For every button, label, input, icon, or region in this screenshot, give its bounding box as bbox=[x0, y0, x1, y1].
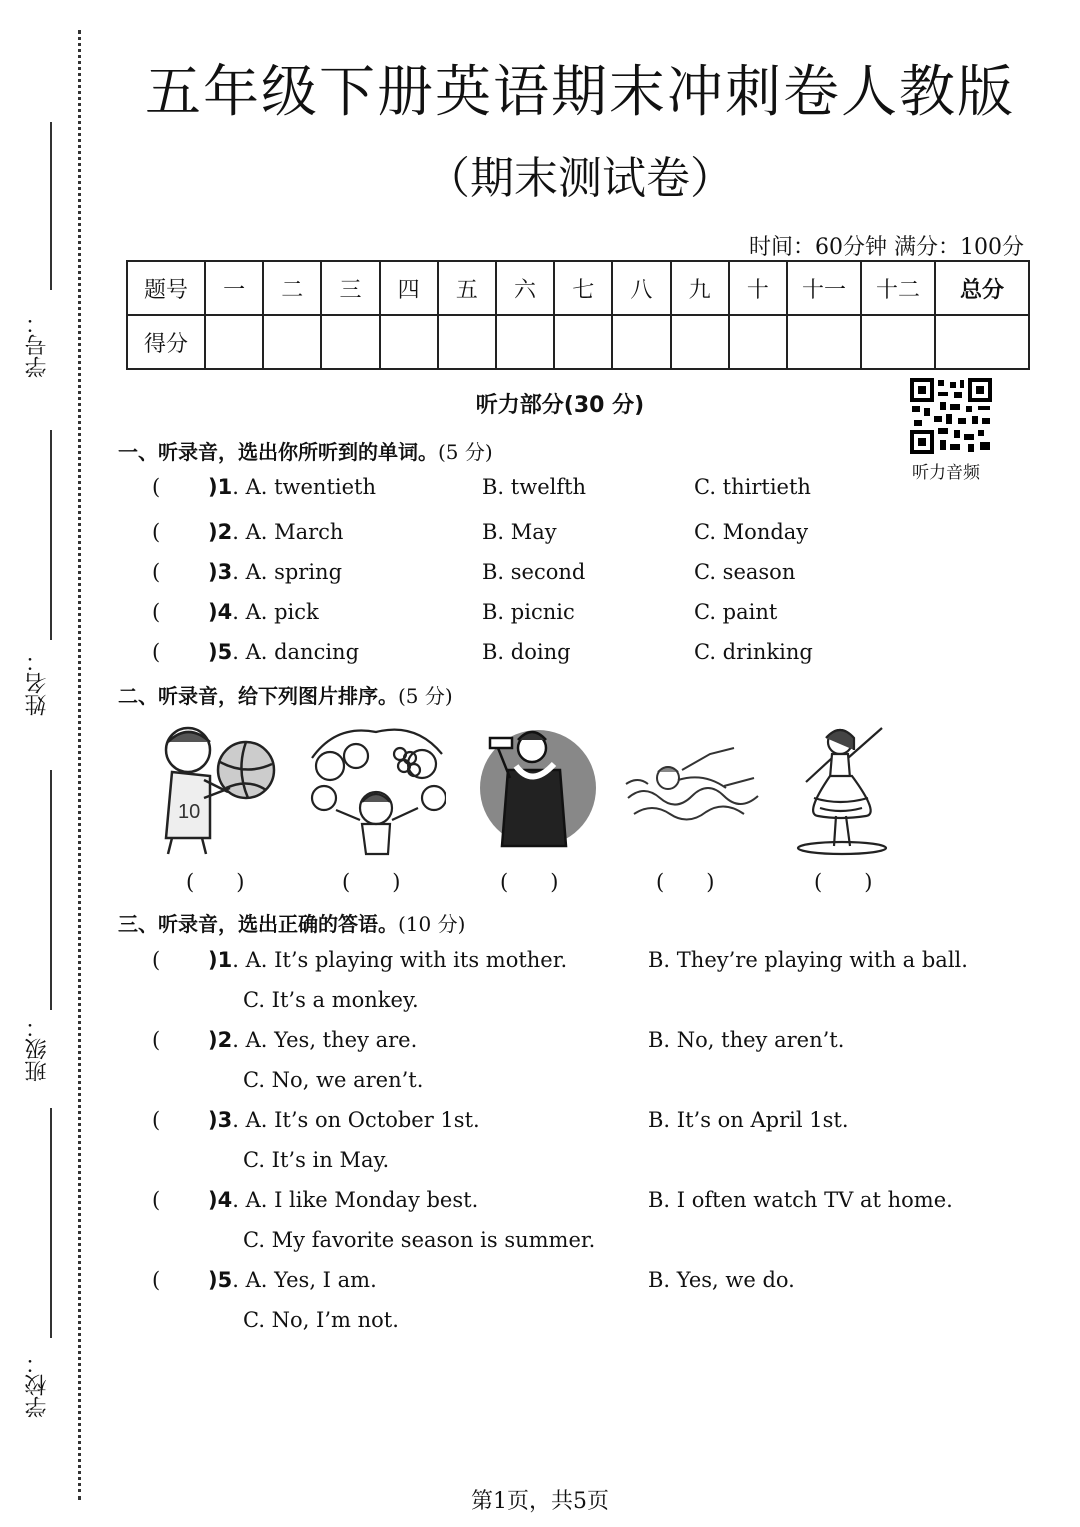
score-header-cell: 二 bbox=[263, 261, 321, 315]
question-number: )2 bbox=[208, 520, 233, 544]
part2-title bbox=[118, 680, 453, 709]
option-a: . A. twentieth bbox=[232, 475, 376, 499]
option-a: . A. spring bbox=[232, 560, 343, 584]
score-header-cell: 总分 bbox=[935, 261, 1029, 315]
answer-paren-open: ( bbox=[152, 1028, 161, 1052]
option-c: C. season bbox=[694, 560, 796, 584]
fruit-picking-picture bbox=[306, 718, 446, 858]
option-a: . A. Yes, I am. bbox=[232, 1268, 377, 1292]
score-input-cell[interactable] bbox=[612, 315, 670, 369]
option-a: . A. It’s playing with its mother. bbox=[232, 948, 568, 972]
part2-title-text: 二、听录音，给下列图片排序。 bbox=[118, 684, 398, 708]
score-input-cell[interactable] bbox=[496, 315, 554, 369]
option-b: B. twelfth bbox=[482, 475, 587, 499]
question-stem bbox=[208, 948, 567, 972]
picture-order-blank[interactable]: ( ) bbox=[342, 870, 401, 894]
question-stem bbox=[208, 1188, 478, 1212]
option-b: B. second bbox=[482, 560, 586, 584]
score-input-cell[interactable] bbox=[321, 315, 379, 369]
score-table-score-row bbox=[127, 315, 1029, 369]
score-header-cell: 八 bbox=[612, 261, 670, 315]
option-b: B. doing bbox=[482, 640, 571, 664]
answer-paren-open: ( bbox=[152, 1188, 161, 1212]
score-input-cell[interactable] bbox=[729, 315, 787, 369]
page-subtitle: （期末测试卷） bbox=[426, 153, 734, 204]
question-number: )2 bbox=[208, 1028, 233, 1052]
question-stem bbox=[208, 600, 319, 624]
score-row-label: 得分 bbox=[127, 315, 205, 369]
option-a: . A. March bbox=[232, 520, 344, 544]
class-line bbox=[50, 770, 52, 1010]
answer-paren-open: ( bbox=[152, 600, 161, 624]
svg-text:10: 10 bbox=[178, 801, 201, 823]
score-input-cell[interactable] bbox=[263, 315, 321, 369]
score-input-cell[interactable] bbox=[861, 315, 935, 369]
name-line bbox=[50, 430, 52, 640]
score-header-cell: 三 bbox=[321, 261, 379, 315]
answer-paren-open: ( bbox=[152, 948, 161, 972]
picture-order-blank[interactable]: ( ) bbox=[814, 870, 873, 894]
score-input-cell[interactable] bbox=[671, 315, 729, 369]
question-stem bbox=[208, 1108, 480, 1132]
basketball-boy-picture bbox=[148, 718, 288, 858]
question-number: )4 bbox=[208, 600, 233, 624]
option-a: . A. Yes, they are. bbox=[232, 1028, 418, 1052]
part3-points: (10 分) bbox=[398, 912, 466, 936]
part3-title-text: 三、听录音，选出正确的答语。 bbox=[118, 912, 398, 936]
option-a: . A. It’s on October 1st. bbox=[232, 1108, 480, 1132]
option-c: C. My favorite season is summer. bbox=[243, 1228, 596, 1252]
score-header-cell: 十 bbox=[729, 261, 787, 315]
score-table bbox=[126, 260, 1030, 370]
score-input-cell[interactable] bbox=[554, 315, 612, 369]
picture-order-blank[interactable]: ( ) bbox=[186, 870, 245, 894]
option-a: . A. pick bbox=[232, 600, 319, 624]
option-b: B. They’re playing with a ball. bbox=[648, 948, 968, 972]
listening-section-header: 听力部分(30 分) bbox=[475, 393, 645, 418]
page-title: 五年级下册英语期末冲刺卷人教版 bbox=[145, 60, 1015, 125]
student-id-label: 学号： bbox=[25, 312, 50, 378]
page-footer: 第1页，共5页 bbox=[471, 1489, 609, 1514]
option-c: C. No, I’m not. bbox=[243, 1308, 399, 1332]
question-stem bbox=[208, 640, 359, 664]
name-label: 姓名： bbox=[25, 650, 50, 716]
score-input-cell[interactable] bbox=[205, 315, 263, 369]
answer-paren-open: ( bbox=[152, 1108, 161, 1132]
class-label: 班级： bbox=[25, 1016, 50, 1082]
option-c: C. No, we aren’t. bbox=[243, 1068, 424, 1092]
part3-title bbox=[118, 908, 465, 937]
question-number: )5 bbox=[208, 1268, 233, 1292]
option-b: B. It’s on April 1st. bbox=[648, 1108, 849, 1132]
option-c: C. Monday bbox=[694, 520, 809, 544]
option-b: B. Yes, we do. bbox=[648, 1268, 795, 1292]
part2-points: (5 分) bbox=[398, 684, 453, 708]
question-number: )3 bbox=[208, 1108, 233, 1132]
score-input-cell[interactable] bbox=[935, 315, 1029, 369]
qr-caption: 听力音频 bbox=[912, 463, 980, 483]
qr-code-icon[interactable] bbox=[910, 378, 992, 454]
score-header-cell: 七 bbox=[554, 261, 612, 315]
picture-order-blank[interactable]: ( ) bbox=[500, 870, 559, 894]
answer-paren-open: ( bbox=[152, 640, 161, 664]
school-line bbox=[50, 1108, 52, 1338]
question-number: )3 bbox=[208, 560, 233, 584]
score-input-cell[interactable] bbox=[438, 315, 496, 369]
score-header-cell: 九 bbox=[671, 261, 729, 315]
binding-dotted-line bbox=[78, 30, 81, 1500]
score-header-cell: 四 bbox=[380, 261, 438, 315]
school-label: 学校： bbox=[25, 1352, 50, 1418]
question-stem bbox=[208, 560, 342, 584]
answer-paren-open: ( bbox=[152, 475, 161, 499]
dancing-girl-picture bbox=[786, 718, 926, 858]
score-header-cell: 十一 bbox=[787, 261, 861, 315]
option-c: C. drinking bbox=[694, 640, 813, 664]
question-stem bbox=[208, 1268, 377, 1292]
question-number: )5 bbox=[208, 640, 233, 664]
option-c: C. thirtieth bbox=[694, 475, 811, 499]
part1-points: (5 分) bbox=[438, 440, 493, 464]
option-b: B. picnic bbox=[482, 600, 575, 624]
score-input-cell[interactable] bbox=[787, 315, 861, 369]
question-number: )1 bbox=[208, 475, 233, 499]
man-drinking-picture bbox=[470, 718, 610, 858]
swimming-picture bbox=[624, 718, 764, 858]
answer-paren-open: ( bbox=[152, 1268, 161, 1292]
question-stem bbox=[208, 520, 343, 544]
part1-title bbox=[118, 436, 493, 465]
answer-paren-open: ( bbox=[152, 560, 161, 584]
option-b: B. May bbox=[482, 520, 557, 544]
picture-order-blank[interactable]: ( ) bbox=[656, 870, 715, 894]
question-stem bbox=[208, 475, 376, 499]
option-a: . A. dancing bbox=[232, 640, 360, 664]
score-header-cell: 题号 bbox=[127, 261, 205, 315]
option-b: B. I often watch TV at home. bbox=[648, 1188, 953, 1212]
question-number: )1 bbox=[208, 948, 233, 972]
option-c: C. It’s in May. bbox=[243, 1148, 390, 1172]
answer-paren-open: ( bbox=[152, 520, 161, 544]
score-header-cell: 十二 bbox=[861, 261, 935, 315]
score-table-header-row bbox=[127, 261, 1029, 315]
question-number: )4 bbox=[208, 1188, 233, 1212]
option-c: C. It’s a monkey. bbox=[243, 988, 419, 1012]
option-c: C. paint bbox=[694, 600, 778, 624]
score-input-cell[interactable] bbox=[380, 315, 438, 369]
part1-title-text: 一、听录音，选出你所听到的单词。 bbox=[118, 440, 438, 464]
score-header-cell: 一 bbox=[205, 261, 263, 315]
score-header-cell: 五 bbox=[438, 261, 496, 315]
option-a: . A. I like Monday best. bbox=[232, 1188, 479, 1212]
option-b: B. No, they aren’t. bbox=[648, 1028, 845, 1052]
question-stem bbox=[208, 1028, 417, 1052]
time-info: 时间：60分钟 满分：100分 bbox=[749, 235, 1024, 260]
score-header-cell: 六 bbox=[496, 261, 554, 315]
